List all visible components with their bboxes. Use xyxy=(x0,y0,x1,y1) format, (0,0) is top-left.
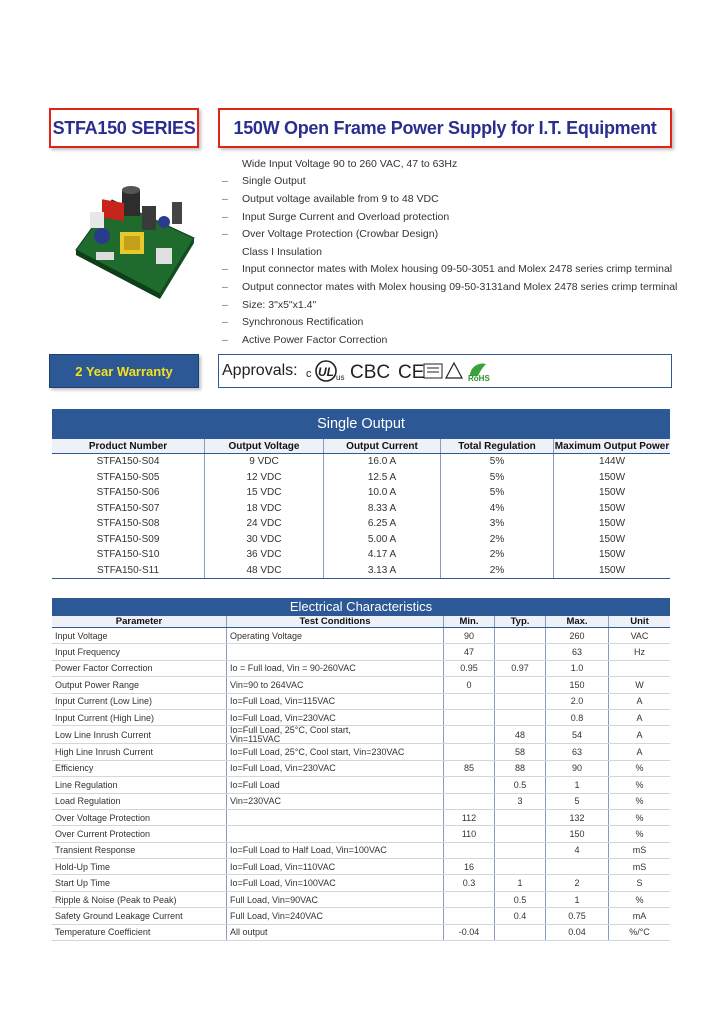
column-header: Output Voltage xyxy=(205,439,324,454)
table-cell: A xyxy=(609,693,671,709)
power-supply-board-image xyxy=(72,172,198,302)
table-cell xyxy=(495,709,546,725)
table-cell: 54 xyxy=(546,726,609,744)
table-cell: 24 VDC xyxy=(205,516,324,532)
tuv-mark-icon xyxy=(424,364,442,378)
table-cell: Full Load, Vin=240VAC xyxy=(227,908,444,924)
warranty-label: 2 Year Warranty xyxy=(75,363,173,379)
table-cell xyxy=(444,842,495,858)
table-cell xyxy=(444,908,495,924)
table-cell: 18 VDC xyxy=(205,501,324,517)
column-header: Parameter xyxy=(52,616,227,628)
table-cell: High Line Inrush Current xyxy=(52,744,227,760)
table-cell: 2% xyxy=(441,547,554,563)
table-cell: A xyxy=(609,726,671,744)
table-cell: 6.25 A xyxy=(324,516,441,532)
table-cell: 2.0 xyxy=(546,693,609,709)
table-row xyxy=(52,809,670,825)
table-header-row xyxy=(52,616,670,628)
table-cell xyxy=(444,709,495,725)
feature-item: – Synchronous Rectification xyxy=(222,316,364,329)
table-cell: 110 xyxy=(444,826,495,842)
ul-mark: UL xyxy=(317,365,334,379)
table-row xyxy=(52,709,670,725)
table-row xyxy=(52,826,670,842)
table-cell: 3 xyxy=(495,793,546,809)
table-cell: 63 xyxy=(546,644,609,660)
table-cell: 0.04 xyxy=(546,924,609,940)
table-row xyxy=(52,644,670,660)
table-cell: Safety Ground Leakage Current xyxy=(52,908,227,924)
table-cell: 5.00 A xyxy=(324,532,441,548)
table-row xyxy=(52,628,670,644)
table-cell: % xyxy=(609,891,671,907)
table-cell xyxy=(609,660,671,676)
table-cell xyxy=(444,891,495,907)
table-cell: 150 xyxy=(546,826,609,842)
feature-item: – Over Voltage Protection (Crowbar Design) xyxy=(222,228,439,241)
table-cell: 16.0 A xyxy=(324,454,441,470)
table-cell: 58 xyxy=(495,744,546,760)
table-cell: 0.75 xyxy=(546,908,609,924)
table-cell: Vin=90 to 264VAC xyxy=(227,677,444,693)
table-row xyxy=(52,793,670,809)
table-row xyxy=(52,891,670,907)
table-row xyxy=(52,875,670,891)
table-row xyxy=(52,485,670,501)
table-cell: 0.8 xyxy=(546,709,609,725)
electrical-title: Electrical Characteristics xyxy=(52,598,670,616)
table-cell: Operating Voltage xyxy=(227,628,444,644)
feature-item: – Single Output xyxy=(222,175,306,188)
table-cell: mS xyxy=(609,842,671,858)
table-cell: STFA150-S07 xyxy=(96,502,160,514)
cbc-mark: CBC xyxy=(349,362,390,383)
table-row xyxy=(52,677,670,693)
single-output-title: Single Output xyxy=(52,409,670,439)
table-cell: 90 xyxy=(444,628,495,644)
table-cell: 8.33 A xyxy=(324,501,441,517)
table-cell: Transient Response xyxy=(52,842,227,858)
table-cell: Hz xyxy=(609,644,671,660)
table-cell: Io=Full Load, 25°C, Cool start, Vin=230VAC xyxy=(227,744,444,760)
table-cell: S xyxy=(609,875,671,891)
table-row xyxy=(52,908,670,924)
table-cell: STFA150-S11 xyxy=(52,563,205,579)
table-cell: Hold-Up Time xyxy=(52,859,227,875)
table-cell: Output Power Range xyxy=(52,677,227,693)
table-cell xyxy=(495,826,546,842)
table-cell: Io=Full Load xyxy=(227,777,444,793)
table-cell: Load Regulation xyxy=(52,793,227,809)
feature-item: – Input Surge Current and Overload protection xyxy=(222,210,450,223)
table-cell: Over Voltage Protection xyxy=(52,809,227,825)
column-header: Unit xyxy=(609,616,671,628)
table-cell xyxy=(495,693,546,709)
series-title: STFA150 SERIES xyxy=(52,117,196,138)
table-cell: 112 xyxy=(444,809,495,825)
table-cell: % xyxy=(609,793,671,809)
table-row xyxy=(52,547,670,563)
table-cell: 5% xyxy=(441,485,554,501)
column-header: Test Conditions xyxy=(227,616,444,628)
table-row xyxy=(52,470,670,486)
table-cell: 1 xyxy=(546,891,609,907)
table-cell: 150W xyxy=(554,563,671,579)
table-cell: 150W xyxy=(554,485,671,501)
table-cell: 0.5 xyxy=(495,891,546,907)
table-cell xyxy=(495,644,546,660)
table-cell: 0.97 xyxy=(495,660,546,676)
column-header: Max. xyxy=(546,616,609,628)
table-cell: 144W xyxy=(554,454,671,470)
table-cell: 0.4 xyxy=(495,908,546,924)
table-cell: 63 xyxy=(546,744,609,760)
table-cell: 9 VDC xyxy=(205,454,324,470)
table-cell: STFA150-S09 xyxy=(96,533,160,545)
table-cell xyxy=(495,842,546,858)
table-cell: Io=Full Load, Vin=115VAC xyxy=(227,693,444,709)
table-cell: 48 VDC xyxy=(205,563,324,579)
electrical-characteristics-table xyxy=(52,598,670,941)
table-cell: 2% xyxy=(441,532,554,548)
table-cell: 15 VDC xyxy=(205,485,324,501)
feature-item: – Size: 3"x5"x1.4" xyxy=(222,298,317,311)
table-cell xyxy=(444,693,495,709)
feature-item: – Output connector mates with Molex housing 09-50-3131and Molex 2478 series crimp terminal xyxy=(222,280,678,293)
table-cell: Io = Full load, Vin = 90-260VAC xyxy=(227,660,444,676)
table-cell: 5% xyxy=(441,454,554,470)
table-cell: Io=Full Load, Vin=100VAC xyxy=(227,875,444,891)
product-title: 150W Open Frame Power Supply for I.T. Equipment xyxy=(233,117,657,138)
feature-list xyxy=(222,155,692,349)
table-cell xyxy=(495,924,546,940)
column-header: Min. xyxy=(444,616,495,628)
table-cell: Over Current Protection xyxy=(52,826,227,842)
table-cell: Io=Full Load, Vin=110VAC xyxy=(227,859,444,875)
table-cell: 47 xyxy=(444,644,495,660)
c-mark: c xyxy=(305,368,312,380)
table-cell: 0.5 xyxy=(495,777,546,793)
table-cell: 150 xyxy=(546,677,609,693)
table-cell: Input Frequency xyxy=(52,644,227,660)
table-cell: mS xyxy=(609,859,671,875)
table-cell: Ripple & Noise (Peak to Peak) xyxy=(52,891,227,907)
feature-item: Class I Insulation xyxy=(242,245,322,258)
table-cell xyxy=(546,859,609,875)
table-row xyxy=(52,454,670,470)
table-cell: All output xyxy=(227,924,444,940)
table-row xyxy=(52,744,670,760)
table-row xyxy=(52,726,670,744)
column-header: Maximum Output Power xyxy=(554,440,670,452)
table-row xyxy=(52,660,670,676)
table-cell: 90 xyxy=(546,760,609,776)
table-cell: 85 xyxy=(444,760,495,776)
table-cell: 0.95 xyxy=(444,660,495,676)
table-cell xyxy=(495,859,546,875)
product-photo xyxy=(72,172,198,302)
single-output-table xyxy=(52,409,670,579)
table-cell: 36 VDC xyxy=(205,547,324,563)
table-cell: 16 xyxy=(444,859,495,875)
table-cell: STFA150-S04 xyxy=(96,456,160,468)
table-header-row xyxy=(52,439,670,454)
table-cell: Line Regulation xyxy=(52,777,227,793)
table-row xyxy=(52,924,670,940)
us-mark: us xyxy=(335,373,345,382)
column-header: Output Current xyxy=(324,439,441,454)
column-header: Typ. xyxy=(495,616,546,628)
table-cell: 4.17 A xyxy=(324,547,441,563)
table-cell: % xyxy=(609,777,671,793)
certification-marks xyxy=(304,358,494,384)
table-cell: -0.04 xyxy=(444,924,495,940)
table-cell: 5 xyxy=(546,793,609,809)
table-cell: mA xyxy=(609,908,671,924)
table-cell: 3% xyxy=(441,516,554,532)
table-cell: VAC xyxy=(609,628,671,644)
table-cell: Low Line Inrush Current xyxy=(52,726,227,744)
table-cell: 30 VDC xyxy=(205,532,324,548)
feature-item: – Input connector mates with Molex housing 09-50-3051 and Molex 2478 series crimp terminal xyxy=(222,263,673,276)
table-cell: Io=Full Load, 25°C, Cool start, Vin=115VAC xyxy=(227,726,444,744)
table-cell: Input Current (High Line) xyxy=(52,709,227,725)
table-cell: STFA150-S06 xyxy=(96,487,160,499)
table-cell: STFA150-S08 xyxy=(96,518,160,530)
table-cell: 150W xyxy=(554,532,671,548)
table-cell: 2 xyxy=(546,875,609,891)
table-cell: 48 xyxy=(495,726,546,744)
column-header: Total Regulation xyxy=(441,439,554,454)
feature-item: Wide Input Voltage 90 to 260 VAC, 47 to 63Hz xyxy=(242,157,458,170)
table-cell: % xyxy=(609,826,671,842)
table-cell: 150W xyxy=(554,547,671,563)
product-title-box xyxy=(218,108,672,148)
table-row xyxy=(52,760,670,776)
table-cell: 88 xyxy=(495,760,546,776)
table-cell: Input Voltage xyxy=(52,628,227,644)
table-cell: Full Load, Vin=90VAC xyxy=(227,891,444,907)
table-cell: Io=Full Load, Vin=230VAC xyxy=(227,709,444,725)
table-cell: 10.0 A xyxy=(324,485,441,501)
table-cell: 12 VDC xyxy=(205,470,324,486)
table-cell: W xyxy=(609,677,671,693)
table-row xyxy=(52,859,670,875)
table-cell: % xyxy=(609,760,671,776)
table-cell: 150W xyxy=(554,501,671,517)
ce-mark: CE xyxy=(397,362,424,383)
table-row xyxy=(52,516,670,532)
table-cell: % xyxy=(609,809,671,825)
table-cell: 0 xyxy=(444,677,495,693)
table-cell xyxy=(444,744,495,760)
table-cell: 2% xyxy=(441,563,554,579)
table-cell xyxy=(444,793,495,809)
table-row xyxy=(52,532,670,548)
warranty-box xyxy=(49,354,199,388)
table-cell: 4% xyxy=(441,501,554,517)
table-row xyxy=(52,842,670,858)
table-cell: 4 xyxy=(546,842,609,858)
table-cell: Io=Full Load to Half Load, Vin=100VAC xyxy=(227,842,444,858)
rohs-mark: RoHS xyxy=(467,374,490,383)
column-header: Product Number xyxy=(52,439,205,454)
table-cell xyxy=(495,809,546,825)
table-cell: 150W xyxy=(554,516,671,532)
table-cell: 150W xyxy=(554,470,671,486)
feature-item: – Output voltage available from 9 to 48 VDC xyxy=(222,192,439,205)
table-cell: 1 xyxy=(546,777,609,793)
table-cell: 5% xyxy=(441,470,554,486)
table-cell: 260 xyxy=(546,628,609,644)
table-cell: Vin=230VAC xyxy=(227,793,444,809)
table-row xyxy=(52,563,670,579)
table-cell: STFA150-S10 xyxy=(96,549,160,561)
table-row xyxy=(52,777,670,793)
table-cell xyxy=(227,644,444,660)
table-row xyxy=(52,501,670,517)
table-cell: Io=Full Load, Vin=230VAC xyxy=(227,760,444,776)
table-cell: 132 xyxy=(546,809,609,825)
approvals-label: Approvals: xyxy=(222,362,298,379)
table-cell: STFA150-S05 xyxy=(96,471,160,483)
warning-triangle-icon xyxy=(446,363,462,378)
table-cell: A xyxy=(609,709,671,725)
table-cell xyxy=(444,726,495,744)
table-cell: Input Current (Low Line) xyxy=(52,693,227,709)
table-cell: Efficiency xyxy=(52,760,227,776)
table-cell: Start Up Time xyxy=(52,875,227,891)
table-cell xyxy=(495,628,546,644)
approvals-box xyxy=(218,354,672,388)
table-cell: 1.0 xyxy=(546,660,609,676)
table-cell: 3.13 A xyxy=(324,563,441,579)
feature-item: – Active Power Factor Correction xyxy=(222,333,388,346)
table-row xyxy=(52,693,670,709)
table-cell xyxy=(444,777,495,793)
table-cell: %/°C xyxy=(609,924,671,940)
table-cell xyxy=(495,677,546,693)
table-cell xyxy=(227,826,444,842)
table-cell xyxy=(227,809,444,825)
table-cell: 1 xyxy=(495,875,546,891)
table-cell: 12.5 A xyxy=(324,470,441,486)
table-cell: Power Factor Correction xyxy=(52,660,227,676)
table-cell: Temperature Coefficient xyxy=(52,924,227,940)
table-cell: 0.3 xyxy=(444,875,495,891)
series-title-box xyxy=(49,108,199,148)
table-cell: A xyxy=(609,744,671,760)
